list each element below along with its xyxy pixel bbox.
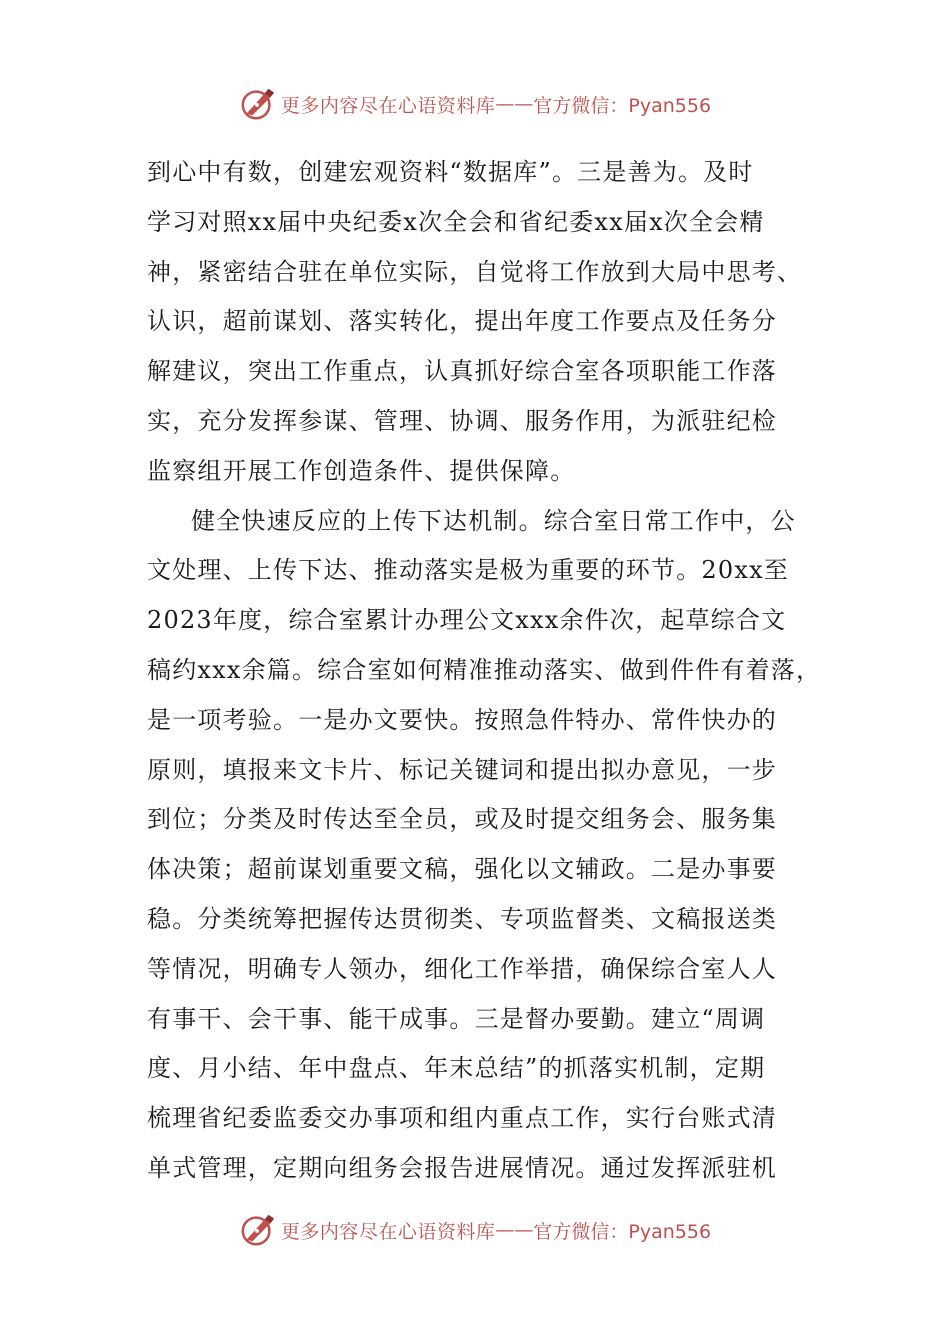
banner-title: 更多内容尽在心语资料库 bbox=[280, 94, 496, 117]
text-line: 梳理省纪委监委交办事项和组内重点工作，实行台账式清 bbox=[147, 1104, 777, 1133]
text-line: 到位；分类及时传达至全员，或及时提交组务会、服务集 bbox=[147, 805, 777, 834]
text-line: 稿约xxx余篇。综合室如何精准推动落实、做到件件有着落， bbox=[147, 655, 822, 684]
text-line: 监察组开展工作创造条件、提供保障。 bbox=[147, 456, 576, 485]
header-banner bbox=[0, 84, 950, 124]
text-line: 2023年度，综合室累计办理公文xxx余件次，起草综合文 bbox=[147, 606, 787, 635]
text-line: 有事干、会干事、能干成事。三是督办要勤。建立“周调 bbox=[147, 1004, 766, 1033]
text-line: 学习对照xx届中央纪委x次全会和省纪委xx届x次全会精 bbox=[147, 207, 765, 236]
text-line: 认识，超前谋划、落实转化，提出年度工作要点及任务分 bbox=[147, 307, 777, 336]
text-line: 等情况，明确专人领办，细化工作举措，确保综合室人人 bbox=[147, 954, 777, 983]
text-line: 度、月小结、年中盘点、年末总结”的抓落实机制，定期 bbox=[147, 1054, 766, 1083]
pen-nib-circle-logo-icon bbox=[239, 85, 277, 123]
pen-nib-circle-logo-icon bbox=[239, 1211, 277, 1249]
text-line: 到心中有数，创建宏观资料“数据库”。三是善为。及时 bbox=[147, 158, 754, 186]
banner-dash: —— bbox=[495, 93, 534, 115]
banner-wechat: 官方微信：Pyan556 bbox=[533, 94, 712, 117]
banner-wechat: 官方微信：Pyan556 bbox=[533, 1220, 712, 1243]
text-line: 稳。分类统筹把握传达贯彻类、专项监督类、文稿报送类 bbox=[147, 904, 777, 933]
footer-banner bbox=[0, 1210, 950, 1250]
text-line: 原则，填报来文卡片、标记关键词和提出拟办意见，一步 bbox=[147, 755, 777, 784]
text-line: 单式管理，定期向组务会报告进展情况。通过发挥派驻机 bbox=[147, 1153, 777, 1182]
document-body bbox=[147, 148, 837, 1194]
text-line: 文处理、上传下达、推动落实是极为重要的环节。20xx至 bbox=[147, 556, 790, 585]
paragraph-first-line: 健全快速反应的上传下达机制。综合室日常工作中，公 bbox=[191, 506, 796, 535]
banner-dash: —— bbox=[495, 1219, 534, 1241]
text-line: 实，充分发挥参谋、管理、协调、服务作用，为派驻纪检 bbox=[147, 406, 777, 435]
text-line: 神，紧密结合驻在单位实际，自觉将工作放到大局中思考、 bbox=[147, 257, 803, 286]
text-line: 解建议，突出工作重点，认真抓好综合室各项职能工作落 bbox=[147, 357, 777, 386]
text-line: 体决策；超前谋划重要文稿，强化以文辅政。二是办事要 bbox=[147, 855, 777, 884]
text-line: 是一项考验。一是办文要快。按照急件特办、常件快办的 bbox=[147, 705, 777, 734]
banner-title: 更多内容尽在心语资料库 bbox=[280, 1220, 496, 1243]
